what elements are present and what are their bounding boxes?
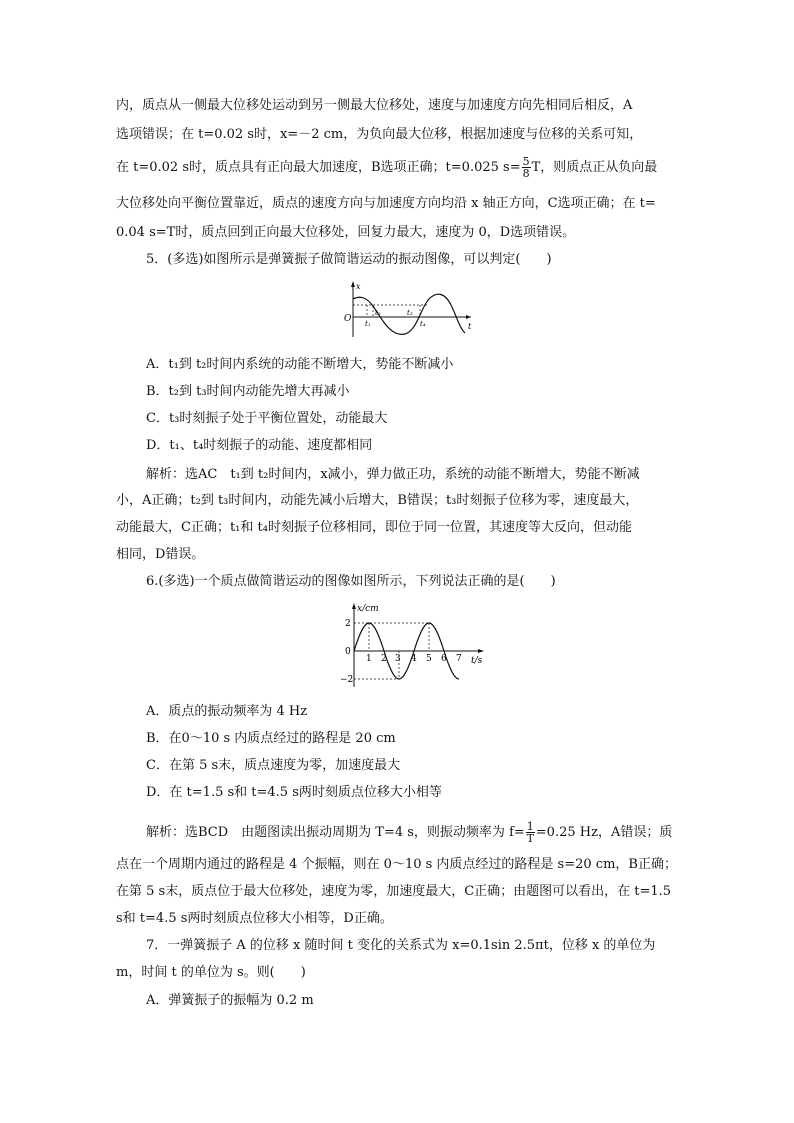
x-tick: 2 [381,654,387,664]
option-d: D．t₁、t₄时刻振子的动能、速度都相同 [146,438,373,453]
answer-analysis: 相同，D错误。 [116,547,205,562]
x-axis-label: x [356,282,361,291]
t4-label: t₄ [420,320,426,328]
option-a: A．质点的振动频率为 4 Hz [146,704,308,719]
answer-analysis [146,821,712,844]
option-a: A．弹簧振子的振幅为 0.2 m [146,993,314,1008]
fraction-numerator: 5 [522,155,530,168]
answer-analysis: 动能最大，C正确；t₁和 t₄时刻振子位移相同，即位于同一位置，其速度等大反向，但动能 [116,520,632,535]
text-line: 选项错误；在 t=0.02 s时，x=－2 cm，为负向最大位移，根据加速度与位移的关系可知， [116,127,643,142]
question-stem: m，时间 t 的单位为 s。则( ) [116,965,306,980]
t3-label: t₃ [407,309,413,317]
text-line: 0.04 s=T时，质点回到正向最大位移处，回复力最大，速度为 0，D选项错误。 [116,225,576,240]
x-axis-arrow [351,281,355,287]
fraction [526,821,535,844]
answer-analysis: 小，A正确；t₂到 t₃时间内，动能先减小后增大，B错误；t₃时刻振子位移为零，速度最大， [116,493,639,508]
option-d: D．在 t=1.5 s和 t=4.5 s两时刻质点位移大小相等 [146,785,442,800]
answer-analysis: 点在一个周期内通过的路程是 4 个振幅，则在 0～10 s 内质点经过的路程是 s=20 cm，B正确； [116,857,677,872]
vibration-graph-q5 [343,279,478,339]
fraction [522,156,531,179]
text-segment: 解析：选BCD 由题图读出振动周期为 T=4 s，则振动频率为 f= [146,825,525,840]
text-line [116,156,682,179]
option-c: C．t₃时刻振子处于平衡位置处，动能最大 [146,411,388,426]
question-stem: 6.(多选)一个质点做简谐运动的图像如图所示，下列说法正确的是( ) [146,574,556,589]
y-tick-negative: −2 [340,675,354,685]
fraction-denominator: 8 [522,167,530,180]
text-line: 内，质点从一侧最大位移处运动到另一侧最大位移处，速度与加速度方向先相同后相反，A [116,98,633,113]
t1-label: t₁ [365,320,371,328]
fraction-denominator: T [526,832,534,845]
question-stem: 5．(多选)如图所示是弹簧振子做简谐运动的振动图像，可以判定( ) [146,252,552,267]
option-b: B．t₂到 t₃时间内动能先增大再减小 [146,384,350,399]
text-segment: 在 t=0.02 s时，质点具有正向最大加速度，B选项正确；t=0.025 s= [116,160,521,175]
option-a: A．t₁到 t₂时间内系统的动能不断增大，势能不断减小 [146,357,454,372]
x-axis-arrow [352,603,356,609]
origin-label: 0 [345,647,351,657]
vibration-graph-q6 [337,601,489,689]
t2-label: t₂ [375,309,381,317]
y-axis-label: x/cm [357,604,379,614]
t-axis-label: t/s [471,656,483,666]
text-segment: =0.25 Hz，A错误；质 [535,825,673,840]
fraction-numerator: 1 [526,820,534,833]
x-tick: 5 [426,654,432,664]
t-axis-label: t [468,322,472,331]
x-tick: 6 [441,654,447,664]
option-b: B．在0～10 s 内质点经过的路程是 20 cm [146,731,396,746]
question-stem: 7．一弹簧振子 A 的位移 x 随时间 t 变化的关系式为 x=0.1sin 2.5πt，位移 x 的单位为 [146,938,656,953]
text-segment: T，则质点正从负向最 [531,160,658,175]
x-tick: 3 [395,654,401,664]
answer-analysis: 解析：选AC t₁到 t₂时间内，x减小，弹力做正功，系统的动能不断增大，势能不断减 [146,467,640,482]
option-c: C．在第 5 s末，质点速度为零，加速度最大 [146,758,401,773]
answer-analysis: s和 t=4.5 s两时刻质点位移大小相等，D正确。 [116,911,393,926]
x-tick: 7 [456,654,462,664]
origin-label: O [344,314,352,324]
text-line: 大位移处向平衡位置靠近，质点的速度方向与加速度方向均沿 x 轴正方向，C选项正确；在 t= [116,196,656,211]
y-tick-positive: 2 [345,619,351,629]
x-tick: 1 [366,654,372,664]
answer-analysis: 在第 5 s末，质点位于最大位移处，速度为零，加速度最大，C正确；由题图可以看出，在 t=1.5 [116,884,672,899]
t-axis-arrow [466,315,471,319]
x-tick: 4 [411,654,417,664]
t-axis-arrow [478,649,484,653]
